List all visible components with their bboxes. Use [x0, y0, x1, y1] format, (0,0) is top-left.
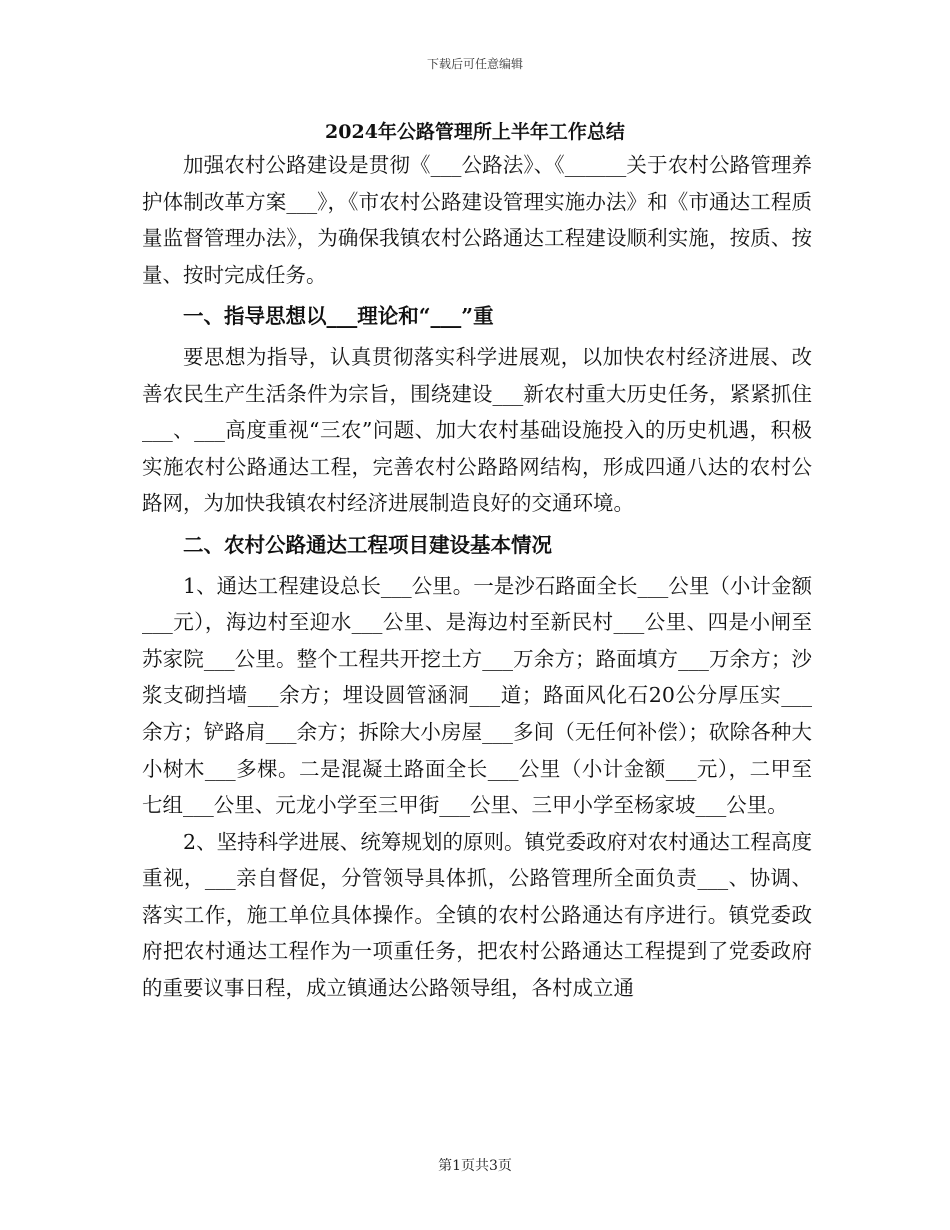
- section-heading-1: 一、指导思想以___理论和“___”重: [183, 304, 494, 329]
- project-overview-paragraph: 1、通达工程建设总长___公里。一是沙石路面全长___公里（小计金额___元），海边村至迎水___公里、是海边村至新民村___公里、四是小闸至苏家院___公里。整个工程共开挖土方___万余方；路面填方___万余方；沙浆支砌挡墙___余方；埋设圆管涵洞___道；路面风化石20公分厚压实___余方；铲路肩___余方；拆除大小房屋___多间（无任何补偿）；砍除各种大小树木___多棵。二是混凝土路面全长___公里（小计金额___元），二甲至七组___公里、元龙小学至三甲街___公里、三甲小学至杨家坡___公里。: [142, 573, 812, 818]
- guiding-ideology-paragraph: 要思想为指导，认真贯彻落实科学进展观，以加快农村经济进展、改善农民生产生活条件为宗旨，围绕建设___新农村重大历史任务，紧紧抓住___、___高度重视“三农”问题、加大农村基础设施投入的历史机遇，积极实施农村公路通达工程，完善农村公路路网结构，形成四通八达的农村公路网，为加快我镇农村经济进展制造良好的交通环境。: [142, 344, 812, 516]
- page-indicator: 第1页共3页: [438, 1158, 512, 1174]
- section-heading-2: 二、农村公路通达工程项目建设基本情况: [183, 532, 552, 557]
- document-body: [142, 147, 812, 1007]
- intro-paragraph: 加强农村公路建设是贯彻《___公路法》、《______关于农村公路管理养护体制改革方案___》，《市农村公路建设管理实施办法》和《市通达工程质量监督管理办法》，为确保我镇农村公路通达工程建设顺利实施，按质、按量、按时完成任务。: [142, 153, 812, 287]
- header-note: 下载后可任意编辑: [426, 57, 523, 71]
- principle-paragraph: 2、坚持科学进展、统筹规划的原则。镇党委政府对农村通达工程高度重视，___亲自督促，分管领导具体抓，公路管理所全面负责___、协调、落实工作，施工单位具体操作。全镇的农村公路通达有序进行。镇党委政府把农村通达工程作为一项重任务，把农村公路通达工程提到了党委政府的重要议事日程，成立镇通达公路领导组，各村成立通: [142, 829, 812, 1001]
- document-title: 2024年公路管理所上半年工作总结: [325, 121, 625, 143]
